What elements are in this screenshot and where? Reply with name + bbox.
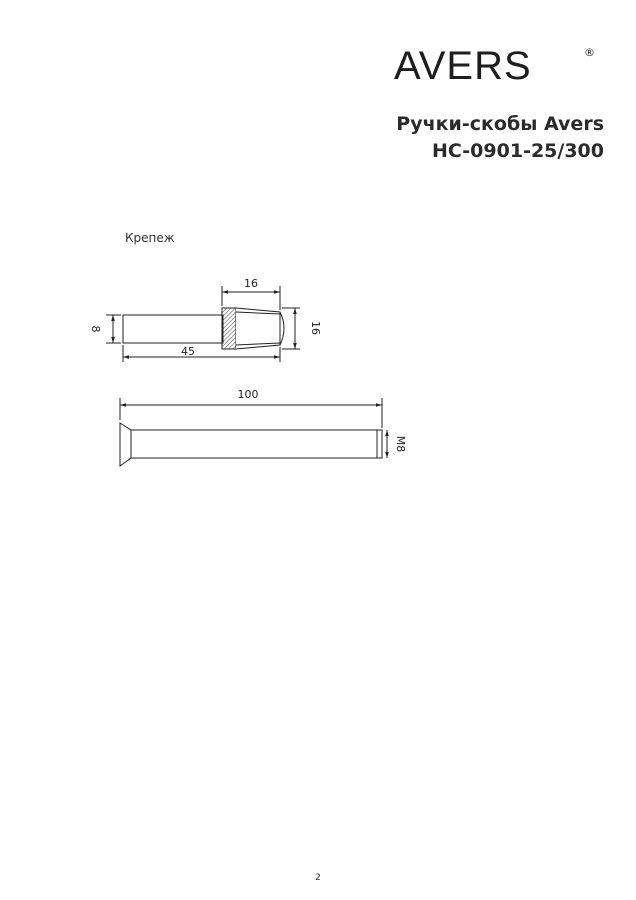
dim-shaft-diameter: 8 — [89, 325, 102, 333]
bolt-sleeve-drawing — [106, 286, 300, 362]
page-number: 2 — [315, 873, 321, 883]
dim-sleeve-diameter: 16 — [309, 321, 322, 335]
screw-head — [120, 423, 131, 466]
registered-mark: ® — [584, 46, 595, 59]
dim-sleeve-length: 16 — [244, 277, 258, 290]
dim-total-length: 45 — [181, 345, 195, 358]
countersunk-screw-drawing — [120, 398, 387, 466]
title-product-line: Ручки-скобы Avers — [396, 113, 604, 135]
bolt-shaft — [123, 315, 223, 343]
screw-shaft — [131, 430, 382, 458]
dim-thread-size: M8 — [394, 435, 407, 453]
sleeve-section-top — [222, 308, 236, 349]
title-model-code: HC-0901-25/300 — [432, 140, 604, 162]
section-title: Крепеж — [125, 231, 175, 245]
logo-wordmark: AVERS — [394, 44, 532, 88]
dim-screw-length: 100 — [237, 388, 259, 401]
sleeve-end — [280, 312, 284, 345]
